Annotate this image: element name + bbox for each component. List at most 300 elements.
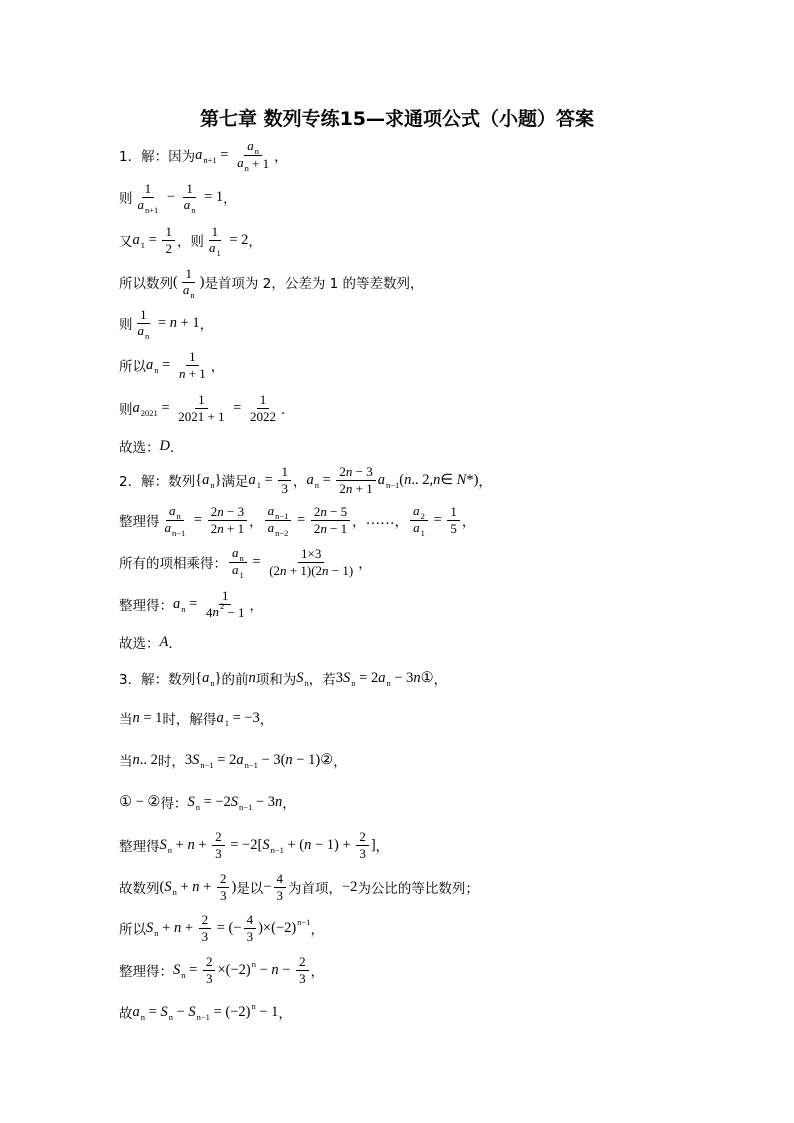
math-variable: n — [212, 604, 219, 619]
math-text: ( — [399, 471, 405, 488]
math-term — [133, 752, 140, 769]
math-term — [192, 879, 199, 896]
text-run: 1．解：因为 — [119, 149, 196, 165]
text-run: ， — [199, 317, 214, 333]
math-term — [214, 752, 237, 769]
math-text: { — [195, 669, 203, 686]
math-term — [281, 481, 288, 497]
math-text: = — [185, 595, 201, 612]
text-run: 所以数列 — [119, 276, 173, 292]
solution-line — [119, 656, 447, 700]
text-run: 故 — [119, 1006, 133, 1022]
math-text: 3 — [281, 480, 288, 496]
math-term — [206, 954, 213, 970]
subscript: n−1 — [275, 511, 289, 521]
math-text: 2021 + 1 — [178, 408, 225, 424]
math-text: = −2 — [199, 793, 231, 810]
math-text: 2 — [339, 463, 346, 479]
math-text: 1 — [211, 223, 219, 239]
math-term — [275, 794, 282, 811]
math-term — [343, 670, 356, 687]
math-variable: S — [188, 1003, 196, 1020]
math-term — [170, 315, 177, 332]
math-term — [232, 545, 244, 562]
math-term — [186, 596, 201, 613]
math-term — [220, 888, 227, 904]
fraction — [203, 588, 248, 621]
math-term — [421, 670, 434, 687]
math-term — [226, 232, 249, 249]
math-text: 1 — [144, 180, 152, 196]
text-run: ． — [169, 440, 184, 456]
math-term — [198, 392, 205, 408]
subscript: n — [191, 205, 196, 215]
math-term — [187, 794, 200, 811]
fraction-denominator — [199, 929, 212, 945]
math-variable: a — [202, 471, 210, 488]
math-term — [202, 670, 215, 687]
solution-line — [119, 865, 479, 909]
math-text: 3 — [359, 845, 366, 861]
math-text: 2 — [359, 828, 366, 844]
math-term — [140, 752, 158, 769]
subscript: n — [386, 677, 391, 688]
fraction — [266, 546, 356, 579]
math-text: − 1)② — [292, 751, 334, 768]
fraction — [447, 504, 460, 537]
fraction-denominator — [206, 241, 224, 257]
math-text: 3 — [299, 970, 306, 986]
math-term — [230, 400, 245, 417]
math-variable: n — [285, 751, 293, 768]
subscript: 1 — [140, 239, 145, 250]
math-variable: n — [433, 471, 441, 488]
math-text: − 1 — [224, 604, 245, 620]
math-term — [299, 971, 306, 987]
fraction-numerator — [137, 307, 150, 324]
fraction-numerator — [298, 546, 324, 563]
fraction-denominator — [175, 409, 227, 425]
text-run: ． — [280, 402, 295, 418]
text-run: ， — [394, 514, 409, 530]
math-term — [173, 596, 186, 613]
math-term — [165, 241, 172, 257]
fraction — [296, 954, 309, 987]
fraction-denominator — [217, 888, 230, 904]
math-variable: n — [275, 793, 283, 810]
math-variable: S — [192, 751, 200, 768]
math-term — [352, 464, 372, 480]
math-term — [450, 521, 457, 537]
math-text: ) — [231, 878, 237, 895]
math-variable: n — [320, 503, 327, 519]
math-variable: a — [413, 520, 420, 535]
solution-line — [119, 948, 324, 992]
text-run: 2．解：数列 — [119, 474, 196, 490]
math-variable: n — [271, 961, 279, 978]
subscript: n — [176, 511, 181, 521]
math-text: = −2[ — [226, 836, 263, 853]
fraction-numerator — [229, 546, 247, 563]
math-text: 3 — [201, 928, 209, 944]
math-variable: a — [232, 545, 239, 560]
text-run: ， — [210, 359, 225, 375]
fraction — [410, 504, 428, 537]
math-term — [174, 920, 181, 937]
math-variable: n — [413, 669, 421, 686]
math-term — [216, 710, 229, 727]
fraction-denominator — [162, 521, 189, 537]
math-variable: n — [217, 520, 224, 536]
solution-line — [119, 823, 389, 867]
math-term — [352, 481, 372, 497]
subscript: n — [244, 163, 249, 173]
fraction-denominator — [274, 888, 287, 904]
math-variable: n — [345, 480, 353, 496]
math-text: 3 — [276, 887, 283, 903]
math-term — [247, 929, 254, 945]
math-variable: a — [378, 669, 386, 686]
subscript: 1 — [256, 479, 262, 490]
math-term — [133, 1004, 146, 1021]
math-text: } — [214, 669, 222, 686]
math-term — [268, 503, 289, 520]
math-text: )×(−2) — [258, 919, 297, 936]
math-term — [287, 563, 323, 579]
math-term — [224, 605, 244, 621]
math-text: = — [293, 511, 309, 528]
math-term — [202, 472, 215, 489]
math-text: − 3( — [257, 751, 286, 768]
math-text: = 1 — [139, 709, 163, 726]
math-variable: a — [137, 323, 144, 338]
math-variable: a — [202, 669, 210, 686]
math-text: − — [172, 1003, 189, 1020]
math-text: { — [195, 471, 203, 488]
math-variable: n — [132, 709, 140, 726]
math-variable: N — [456, 471, 467, 488]
fraction-denominator — [135, 324, 153, 340]
math-text: ) — [199, 273, 205, 290]
math-text: = — [229, 399, 245, 416]
math-text: + ( — [283, 836, 305, 853]
solution-line — [119, 780, 296, 824]
math-text: = — [185, 961, 201, 978]
math-term — [184, 197, 196, 214]
subscript: n−1 — [270, 844, 284, 855]
math-variable: n — [217, 503, 224, 519]
math-term — [202, 912, 209, 928]
math-variable: D — [159, 437, 170, 454]
math-variable: S — [230, 793, 239, 810]
math-text: + — [172, 836, 188, 853]
math-variable: n — [187, 836, 195, 853]
math-text: − 5 — [326, 503, 348, 519]
math-variable: a — [267, 503, 275, 518]
math-term — [293, 512, 308, 529]
text-run: 3．解：数列 — [119, 672, 196, 688]
math-term — [163, 189, 178, 206]
math-term — [413, 670, 420, 687]
text-run: 满足 — [221, 474, 249, 490]
subscript: n — [154, 364, 159, 375]
math-term — [256, 1004, 279, 1021]
math-term — [227, 837, 263, 854]
math-term — [202, 929, 209, 945]
text-run: ， — [223, 191, 237, 207]
math-text: − 1) + — [311, 836, 355, 853]
text-run: 整理得 — [119, 839, 160, 855]
math-term — [391, 670, 414, 687]
math-text: = 2 — [355, 669, 379, 686]
math-term — [329, 563, 354, 579]
math-variable: a — [132, 399, 140, 416]
fraction-numerator — [278, 464, 291, 481]
math-term — [217, 147, 232, 164]
math-term — [404, 472, 411, 489]
math-text: 1 — [259, 391, 267, 407]
math-variable: n — [192, 878, 200, 895]
subscript: n−1 — [386, 479, 400, 490]
math-term — [200, 879, 215, 896]
math-term — [450, 504, 457, 520]
subscript: n — [239, 553, 244, 563]
fraction — [234, 139, 272, 172]
math-text: − — [278, 961, 295, 978]
math-text: .. 2 — [139, 751, 158, 768]
math-variable: A — [159, 633, 169, 650]
text-run: ， — [333, 754, 347, 770]
subscript: n — [210, 677, 215, 688]
text-run: ， — [478, 474, 492, 490]
math-variable: S — [146, 919, 154, 936]
math-variable: n — [322, 562, 329, 578]
math-text: − 3 — [390, 669, 414, 686]
math-variable: a — [183, 197, 191, 212]
math-text: − — [163, 188, 179, 205]
math-text: 2 — [210, 503, 218, 519]
math-text: ① — [420, 669, 434, 686]
math-term — [178, 409, 224, 425]
text-run: ， — [249, 598, 264, 614]
text-run: ， — [352, 514, 366, 530]
math-term — [215, 670, 222, 687]
math-text: 4 — [246, 911, 254, 927]
math-term — [186, 181, 193, 197]
subscript: n+1 — [145, 205, 159, 215]
fraction — [162, 504, 189, 537]
math-text: = — [209, 1003, 226, 1020]
math-text: − 1) — [328, 562, 354, 578]
math-text: ( — [173, 273, 178, 290]
fraction — [247, 392, 279, 425]
math-term — [195, 670, 202, 687]
fraction-denominator — [176, 366, 209, 382]
math-text: 5 — [450, 520, 457, 536]
math-variable: n — [345, 463, 353, 479]
subscript: n−1 — [196, 1011, 210, 1022]
math-variable: n — [304, 836, 312, 853]
math-term — [378, 670, 391, 687]
math-term — [260, 392, 267, 408]
fraction-denominator — [244, 929, 257, 945]
math-term — [177, 879, 192, 896]
math-text: 2 — [313, 503, 321, 519]
math-term — [159, 920, 174, 937]
math-term — [146, 920, 159, 937]
math-term — [277, 888, 284, 904]
math-term — [336, 670, 343, 687]
math-text: 2 — [165, 240, 172, 256]
math-variable: S — [343, 669, 351, 686]
math-term — [173, 274, 178, 291]
math-term — [145, 181, 152, 197]
fraction-denominator — [203, 971, 216, 987]
math-term — [195, 472, 202, 489]
fraction-numerator — [296, 954, 309, 971]
math-term — [247, 138, 259, 155]
math-term — [299, 954, 306, 970]
text-run: 则 — [119, 317, 133, 333]
math-term — [133, 400, 158, 417]
math-text: + 1 — [248, 155, 270, 171]
fraction — [181, 181, 199, 214]
math-term — [261, 472, 276, 489]
subscript: n — [181, 603, 186, 614]
math-variable: a — [195, 146, 203, 163]
text-run: 则 — [119, 191, 133, 207]
fraction — [176, 349, 209, 382]
math-term — [293, 752, 334, 769]
math-term — [433, 472, 440, 489]
math-text: *) — [466, 471, 479, 488]
math-term — [249, 156, 269, 172]
math-term — [195, 147, 217, 164]
fraction-numerator — [203, 954, 216, 971]
solution-line — [119, 260, 424, 304]
math-term — [160, 634, 169, 651]
subscript: 2021 — [140, 407, 158, 418]
math-term — [378, 472, 400, 489]
math-variable: S — [173, 961, 181, 978]
math-variable: S — [160, 1003, 168, 1020]
superscript: n — [251, 958, 256, 969]
fraction — [336, 464, 375, 497]
fraction — [356, 829, 369, 862]
text-run: 整理得： — [119, 964, 173, 980]
math-term — [215, 829, 222, 845]
math-text: = — [154, 314, 170, 331]
math-term — [231, 794, 253, 811]
math-term — [169, 503, 181, 520]
math-variable: S — [187, 793, 195, 810]
math-text: − — [263, 878, 272, 895]
math-text: 1 — [221, 587, 229, 603]
math-term — [327, 521, 347, 537]
solution-line — [119, 301, 213, 345]
fraction-denominator — [208, 521, 247, 537]
math-text: = — [248, 553, 265, 570]
math-variable: S — [262, 836, 270, 853]
text-run: 的前 — [221, 672, 249, 688]
math-variable: n — [404, 471, 412, 488]
math-term — [284, 837, 304, 854]
math-text: 1 — [185, 265, 192, 281]
fraction — [278, 464, 291, 497]
text-run: ， — [310, 964, 325, 980]
math-term — [159, 357, 174, 374]
math-text: ① − ② — [119, 793, 161, 810]
text-run: 整理得： — [119, 598, 173, 614]
fraction-denominator — [234, 156, 272, 172]
math-text: = — [261, 471, 277, 488]
math-term — [229, 710, 260, 727]
math-text: = — [429, 511, 446, 528]
fraction — [162, 224, 175, 257]
solution-line — [119, 218, 262, 262]
solution-line — [119, 498, 475, 542]
math-variable: a — [247, 138, 254, 153]
math-variable: a — [132, 1003, 140, 1020]
math-term — [413, 520, 425, 537]
math-variable: a — [173, 595, 181, 612]
math-variable: a — [208, 240, 216, 255]
math-term — [200, 794, 231, 811]
fraction-numerator — [186, 349, 199, 366]
math-variable: a — [236, 751, 244, 768]
math-text: + 1 — [352, 480, 373, 496]
fraction — [244, 912, 257, 945]
math-term — [145, 1004, 160, 1021]
math-term — [138, 323, 150, 340]
text-run: ， — [375, 839, 390, 855]
subscript: n+1 — [203, 154, 217, 165]
text-run: ， — [249, 514, 263, 530]
math-text: 2 — [210, 520, 218, 536]
math-term — [160, 438, 170, 455]
math-term — [249, 472, 262, 489]
subscript: 1 — [224, 717, 229, 728]
math-variable: n — [280, 562, 287, 578]
math-text: 1 — [198, 391, 205, 407]
text-run: ． — [168, 636, 182, 652]
math-term — [140, 710, 163, 727]
subscript: n — [154, 927, 159, 938]
math-variable: S — [296, 669, 304, 686]
fraction — [180, 266, 198, 299]
math-text: 2 — [339, 480, 346, 496]
fraction-denominator — [266, 563, 356, 579]
fraction — [175, 392, 227, 425]
solution-line — [119, 696, 273, 740]
math-term — [225, 1000, 256, 1021]
math-term — [172, 837, 187, 854]
math-term — [366, 512, 395, 529]
math-variable: a — [164, 520, 171, 535]
subscript: n−1 — [244, 759, 258, 770]
solution-line — [119, 540, 372, 584]
math-term — [215, 472, 222, 489]
subscript: 2 — [420, 511, 425, 521]
subscript: n — [172, 886, 177, 897]
math-term — [359, 829, 366, 845]
math-term — [277, 871, 284, 887]
math-term — [440, 472, 456, 489]
fraction-numerator — [209, 224, 222, 241]
fraction-denominator — [203, 601, 248, 621]
math-term — [250, 409, 276, 425]
math-text: 1 — [165, 223, 172, 239]
